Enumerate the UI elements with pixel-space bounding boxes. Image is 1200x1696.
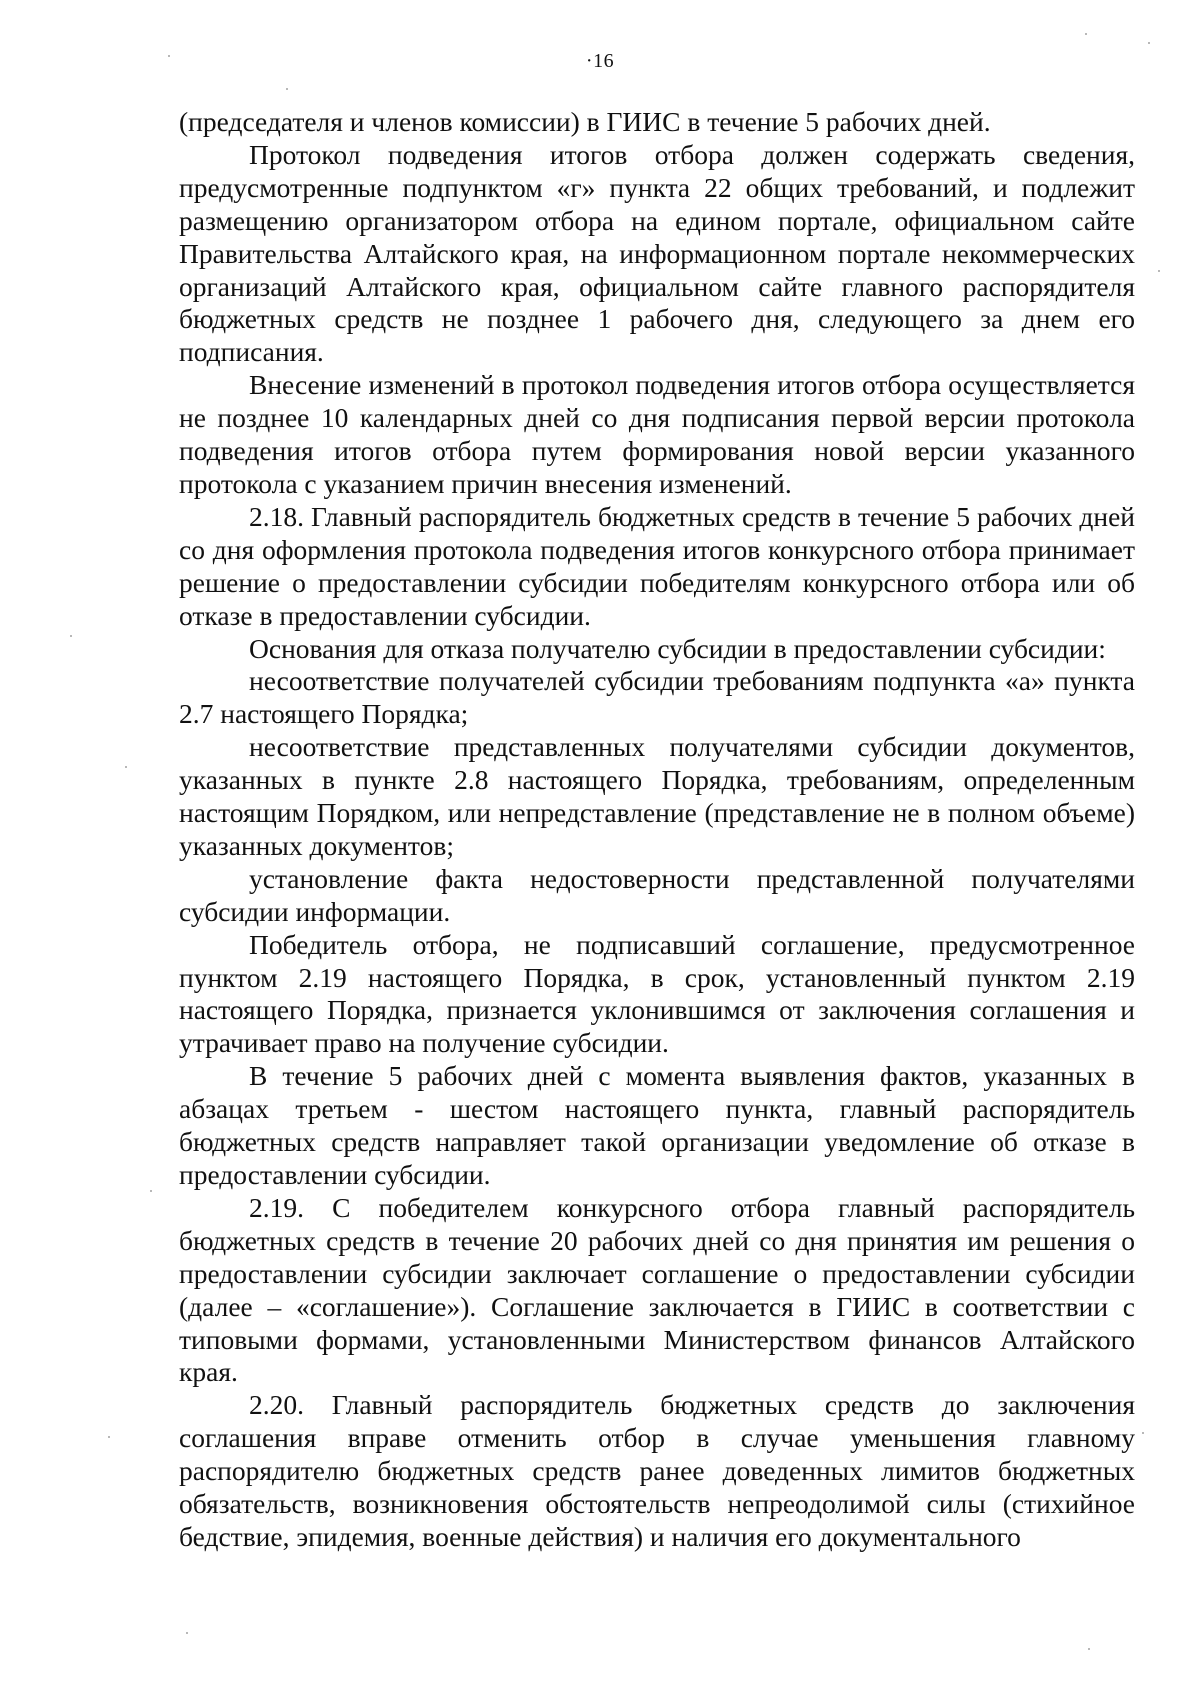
scan-speck (1158, 270, 1160, 272)
paragraph-protocol-content: Протокол подведения итогов отбора должен содержать сведения, предусмотренные подпунктом «г» пункта 22 общих требований, и подлежит размещению организатором отбора на едином портале, официальном сайте Правительства Алтайского края, на информационном портале некоммерческих организаций Алтайского края, официальном сайте главного распорядителя бюджетных средств не позднее 1 рабочего дня, следующего за днем его подписания. (179, 138, 1135, 368)
paragraph-refusal-grounds: Основания для отказа получателю субсидии в предоставлении субсидии: (249, 632, 1106, 664)
scan-speck (286, 88, 288, 90)
scan-speck (1088, 1648, 1090, 1650)
page-number: ·16 (585, 50, 615, 72)
paragraph-ground-1: несоответствие получателей субсидии требованиям подпункта «а» пункта 2.7 настоящего Порядка; (179, 665, 1135, 730)
paragraph-ground-3: установление факта недостоверности представленной получателями субсидии информации. (179, 862, 1135, 927)
paragraph-refusal-notice: В течение 5 рабочих дней с момента выявления фактов, указанных в абзацах третьем - шестом настоящего пункта, главный распорядитель бюджетных средств направляет такой организации уведомление об отказе в предоставлении субсидии. (179, 1060, 1135, 1190)
scan-speck (70, 635, 72, 637)
scan-speck (150, 1190, 152, 1192)
paragraph-clause-2-20: 2.20. Главный распорядитель бюджетных средств до заключения соглашения вправе отменить отбор в случае уменьшения главному распорядителю бюджетных средств ранее доведенных лимитов бюджетных обязательств, возникновения обстоятельств непреодолимой силы (стихийное бедствие, эпидемия, военные действия) и наличия его документального (179, 1389, 1135, 1552)
scan-speck (1085, 33, 1087, 35)
scan-speck (1142, 1432, 1144, 1434)
scan-speck (168, 55, 170, 57)
scan-speck (186, 1632, 188, 1634)
paragraph-clause-2-19: 2.19. С победителем конкурсного отбора главный распорядитель бюджетных средств в течение 20 рабочих дней со дня принятия им решения о предоставлении субсидии заключает соглашение о предоставлении субсидии (далее – «соглашение»). Соглашение заключается в ГИИС в соответствии с типовыми формами, установленными Министерством финансов Алтайского края. (179, 1191, 1135, 1388)
scan-speck (125, 766, 127, 768)
paragraph-ground-2: несоответствие представленных получателями субсидии документов, указанных в пункте 2.8 настоящего Порядка, требованиям, определенным настоящим Порядком, или непредставление (представление не в полном объеме) указанных документов; (179, 731, 1135, 861)
paragraph-winner-evasion: Победитель отбора, не подписавший соглашение, предусмотренное пунктом 2.19 настоящего Порядка, в срок, установленный пунктом 2.19 настоящего Порядка, признается уклонившимся от заключения соглашения и утрачивает право на получение субсидии. (179, 928, 1135, 1059)
document-body (179, 106, 1135, 1554)
paragraph-continuation: (председателя и членов комиссии) в ГИИС в течение 5 рабочих дней. (179, 106, 991, 137)
scan-speck (1148, 42, 1150, 44)
paragraph-clause-2-18: 2.18. Главный распорядитель бюджетных средств в течение 5 рабочих дней со дня оформления протокола подведения итогов конкурсного отбора принимает решение о предоставлении субсидии победителям конкурсного отбора или об отказе в предоставлении субсидии. (179, 500, 1135, 631)
paragraph-protocol-changes: Внесение изменений в протокол подведения итогов отбора осуществляется не позднее 10 календарных дней со дня подписания первой версии протокола подведения итогов отбора путем формирования новой версии указанного протокола с указанием причин внесения изменений. (179, 369, 1135, 499)
scan-speck (108, 1436, 110, 1438)
